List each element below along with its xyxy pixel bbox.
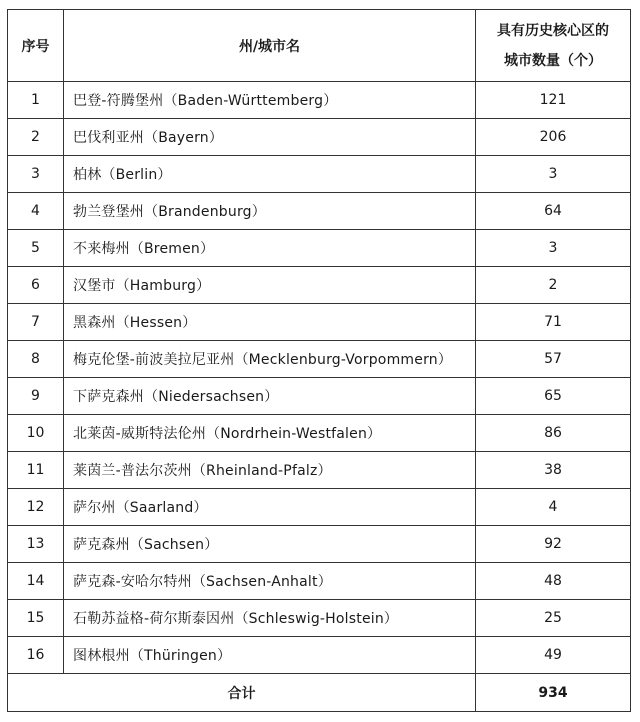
row-index: 3: [8, 156, 64, 193]
table-row: [8, 267, 631, 304]
row-city-count: 48: [476, 563, 631, 600]
row-state-name: 北莱茵-威斯特法伦州（Nordrhein-Westfalen）: [64, 415, 476, 452]
row-city-count: 2: [476, 267, 631, 304]
table-row: [8, 119, 631, 156]
row-state-name: 石勒苏益格-荷尔斯泰因州（Schleswig-Holstein）: [64, 600, 476, 637]
row-state-name: 巴伐利亚州（Bayern）: [64, 119, 476, 156]
total-label: 合计: [8, 674, 476, 712]
header-index: 序号: [8, 10, 64, 82]
row-state-name: 萨尔州（Saarland）: [64, 489, 476, 526]
table-row: [8, 304, 631, 341]
row-state-name: 图林根州（Thüringen）: [64, 637, 476, 674]
row-index: 13: [8, 526, 64, 563]
table-row: [8, 193, 631, 230]
historic-cities-table: [7, 9, 631, 712]
table-row: [8, 489, 631, 526]
table-row: [8, 415, 631, 452]
row-index: 16: [8, 637, 64, 674]
row-city-count: 49: [476, 637, 631, 674]
row-city-count: 57: [476, 341, 631, 378]
table-row: [8, 82, 631, 119]
header-count-line2: 城市数量（个）: [504, 52, 602, 69]
row-state-name: 萨克森州（Sachsen）: [64, 526, 476, 563]
row-index: 6: [8, 267, 64, 304]
table-row: [8, 563, 631, 600]
row-city-count: 71: [476, 304, 631, 341]
row-city-count: 86: [476, 415, 631, 452]
table-row: [8, 526, 631, 563]
row-city-count: 3: [476, 230, 631, 267]
row-index: 10: [8, 415, 64, 452]
table-row: [8, 600, 631, 637]
row-index: 11: [8, 452, 64, 489]
header-count-line1: 具有历史核心区的: [497, 22, 609, 39]
row-state-name: 不来梅州（Bremen）: [64, 230, 476, 267]
table-row: [8, 378, 631, 415]
row-state-name: 萨克森-安哈尔特州（Sachsen-Anhalt）: [64, 563, 476, 600]
row-state-name: 柏林（Berlin）: [64, 156, 476, 193]
row-index: 8: [8, 341, 64, 378]
row-city-count: 121: [476, 82, 631, 119]
table-row: [8, 341, 631, 378]
row-city-count: 65: [476, 378, 631, 415]
row-index: 4: [8, 193, 64, 230]
row-index: 5: [8, 230, 64, 267]
row-city-count: 4: [476, 489, 631, 526]
row-index: 14: [8, 563, 64, 600]
row-index: 15: [8, 600, 64, 637]
row-city-count: 64: [476, 193, 631, 230]
row-state-name: 汉堡市（Hamburg）: [64, 267, 476, 304]
total-row: [8, 674, 631, 712]
row-state-name: 下萨克森州（Niedersachsen）: [64, 378, 476, 415]
header-count: [476, 10, 631, 82]
table-row: [8, 637, 631, 674]
row-city-count: 92: [476, 526, 631, 563]
row-index: 7: [8, 304, 64, 341]
row-state-name: 莱茵兰-普法尔茨州（Rheinland-Pfalz）: [64, 452, 476, 489]
table-row: [8, 230, 631, 267]
row-index: 1: [8, 82, 64, 119]
row-state-name: 黑森州（Hessen）: [64, 304, 476, 341]
row-state-name: 勃兰登堡州（Brandenburg）: [64, 193, 476, 230]
row-index: 9: [8, 378, 64, 415]
header-row: [8, 10, 631, 82]
row-index: 12: [8, 489, 64, 526]
table-row: [8, 156, 631, 193]
row-state-name: 梅克伦堡-前波美拉尼亚州（Mecklenburg-Vorpommern）: [64, 341, 476, 378]
row-index: 2: [8, 119, 64, 156]
row-city-count: 3: [476, 156, 631, 193]
table-row: [8, 452, 631, 489]
header-name: 州/城市名: [64, 10, 476, 82]
row-city-count: 25: [476, 600, 631, 637]
row-city-count: 38: [476, 452, 631, 489]
total-value: 934: [476, 674, 631, 712]
row-city-count: 206: [476, 119, 631, 156]
row-state-name: 巴登-符腾堡州（Baden-Württemberg）: [64, 82, 476, 119]
